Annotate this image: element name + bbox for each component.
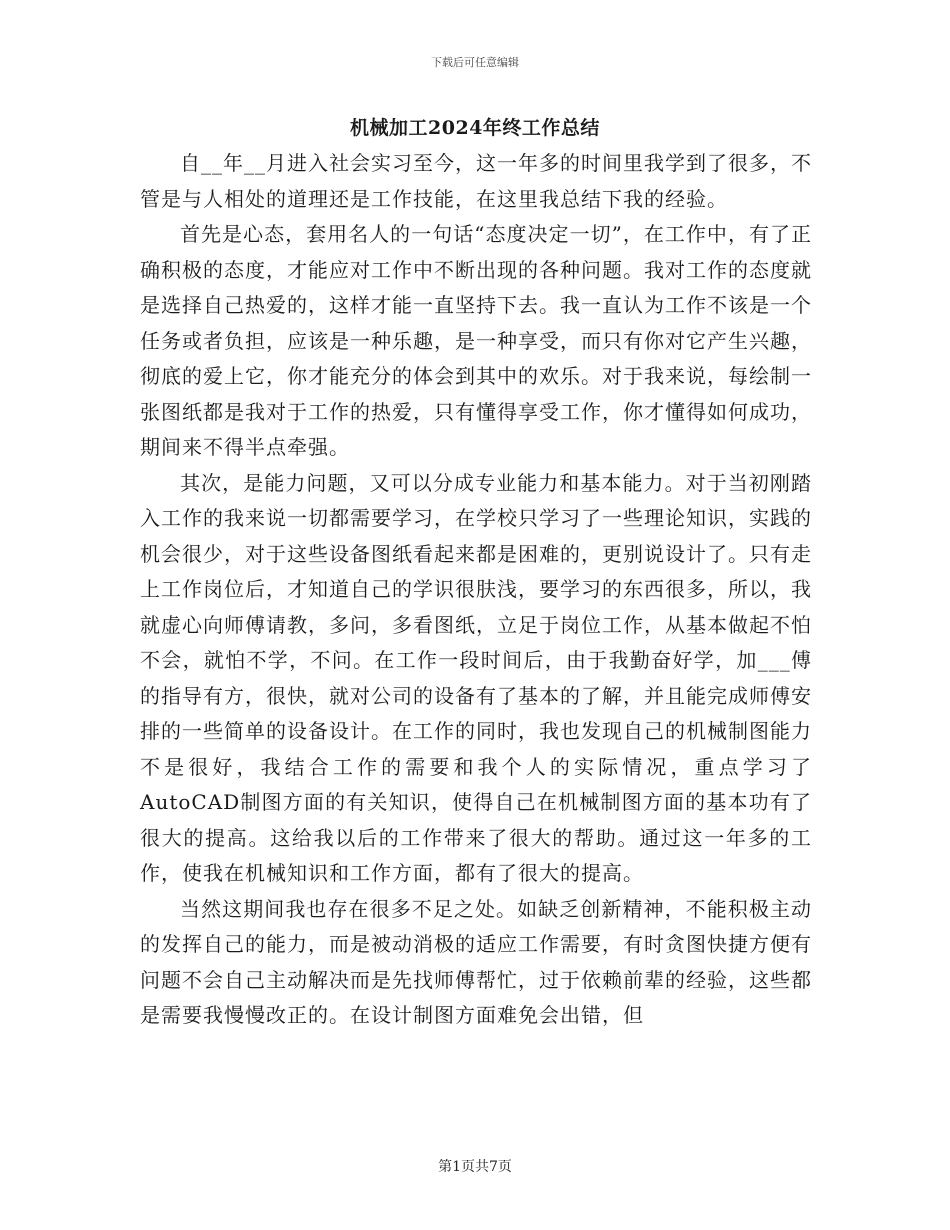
document-body <box>140 146 812 1034</box>
page-footer-page-number: 第1页共7页 <box>438 1159 512 1175</box>
paragraph-intro: 自__年__月进入社会实习至今，这一年多的时间里我学到了很多，不管是与人相处的道理还是工作技能，在这里我总结下我的经验。 <box>140 151 812 211</box>
paragraph-shortcomings: 当然这期间我也存在很多不足之处。如缺乏创新精神，不能积极主动的发挥自己的能力，而是被动消极的适应工作需要，有时贪图快捷方便有问题不会自己主动解决而是先找师傅帮忙，过于依赖前辈的经验，这些都是需要我慢慢改正的。在设计制图方面难免会出错，但 <box>140 896 812 1027</box>
document-title: 机械加工2024年终工作总结 <box>350 117 600 139</box>
paragraph-attitude: 首先是心态，套用名人的一句话“态度决定一切”，在工作中，有了正确积极的态度，才能应对工作中不断出现的各种问题。我对工作的态度就是选择自己热爱的，这样才能一直坚持下去。我一直认为工作不该是一个任务或者负担，应该是一种乐趣，是一种享受，而只有你对它产生兴趣，彻底的爱上它，你才能充分的体会到其中的欢乐。对于我来说，每绘制一张图纸都是我对于工作的热爱，只有懂得享受工作，你才懂得如何成功，期间来不得半点牵强。 <box>140 222 812 459</box>
paragraph-ability: 其次，是能力问题，又可以分成专业能力和基本能力。对于当初刚踏入工作的我来说一切都需要学习，在学校只学习了一些理论知识，实践的机会很少，对于这些设备图纸看起来都是困难的，更别说设计了。只有走上工作岗位后，才知道自己的学识很肤浅，要学习的东西很多，所以，我就虚心向师傅请教，多问，多看图纸，立足于岗位工作，从基本做起不怕不会，就怕不学，不问。在工作一段时间后，由于我勤奋好学，加___傅的指导有方，很快，就对公司的设备有了基本的了解，并且能完成师傅安排的一些简单的设备设计。在工作的同时，我也发现自己的机械制图能力不是很好，我结合工作的需要和我个人的实际情况，重点学习了AutoCAD制图方面的有关知识，使得自己在机械制图方面的基本功有了很大的提高。这给我以后的工作带来了很大的帮助。通过这一年多的工作，使我在机械知识和工作方面，都有了很大的提高。 <box>140 470 812 885</box>
page-header-note: 下载后可任意编辑 <box>431 56 519 69</box>
